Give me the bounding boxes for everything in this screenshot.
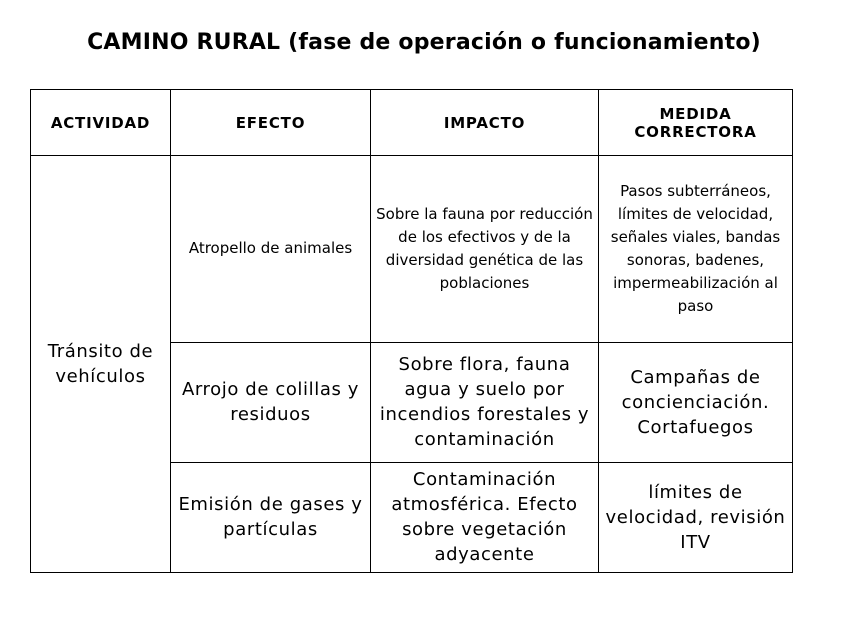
medida-cell: Pasos subterráneos, límites de velocidad, señales viales, bandas sonoras, badenes, impermeabilización al paso — [599, 156, 793, 342]
activity-cell: Tránsito de vehículos — [31, 156, 171, 573]
impacto-cell: Sobre la fauna por reducción de los efectivos y de la diversidad genética de las poblaciones — [371, 156, 599, 342]
header-actividad: ACTIVIDAD — [31, 90, 171, 156]
medida-cell: límites de velocidad, revisión ITV — [599, 462, 793, 572]
page-title: CAMINO RURAL (fase de operación o funcionamiento) — [87, 30, 761, 55]
table-row — [31, 156, 793, 342]
efecto-cell: Emisión de gases y partículas — [171, 462, 371, 572]
header-efecto: EFECTO — [171, 90, 371, 156]
medida-cell: Campañas de concienciación. Cortafuegos — [599, 342, 793, 462]
efecto-cell: Arrojo de colillas y residuos — [171, 342, 371, 462]
impacto-cell: Sobre flora, fauna agua y suelo por incendios forestales y contaminación — [371, 342, 599, 462]
impact-table — [30, 89, 793, 573]
header-medida-correctora: MEDIDA CORRECTORA — [599, 90, 793, 156]
header-impacto: IMPACTO — [371, 90, 599, 156]
efecto-cell: Atropello de animales — [171, 156, 371, 342]
impacto-cell: Contaminación atmosférica. Efecto sobre vegetación adyacente — [371, 462, 599, 572]
header-row — [31, 90, 793, 156]
